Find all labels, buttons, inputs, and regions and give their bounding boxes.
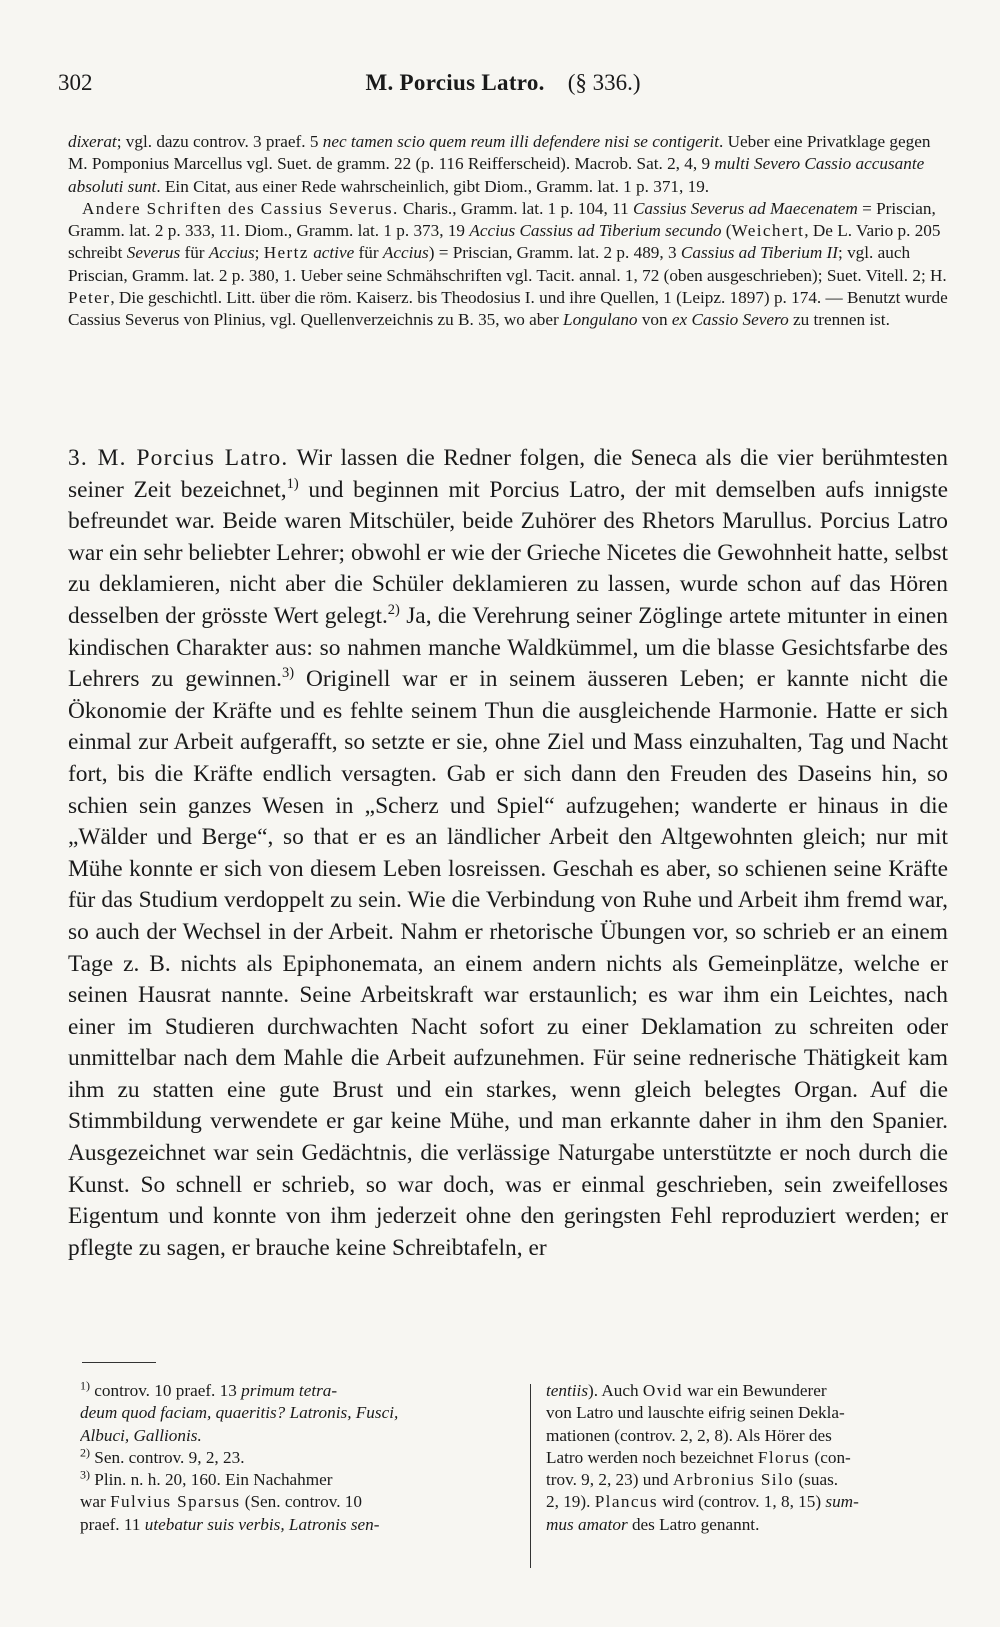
- text-run: des Latro genannt.: [627, 1514, 760, 1534]
- spaced-name: Florus: [757, 1447, 811, 1467]
- footnote-line: [80, 1380, 512, 1402]
- italic-text: Accius: [382, 243, 429, 263]
- italic-text: mus amator: [546, 1514, 628, 1534]
- italic-text: Longulano: [563, 310, 638, 330]
- text-run: zu trennen ist.: [788, 310, 890, 330]
- footnote-line: [546, 1402, 946, 1424]
- footnote-line: [546, 1447, 946, 1469]
- italic-text: Accius: [208, 243, 255, 263]
- spaced-name: Hertz: [263, 243, 309, 263]
- main-text: [68, 443, 948, 1264]
- italic-text: utebatur suis verbis, Latronis sen-: [144, 1514, 380, 1534]
- text-run: Charis., Gramm. lat. 1 p. 104, 11: [398, 198, 633, 218]
- text-run: und beginnen mit Porcius Latro, der mit demselben aufs innigste befreundet war. Beide waren Mitschüler, beide Zuhörer des Rhetors Marullus. Porcius Latro war ein sehr beliebter Lehrer; obwohl er wie der Grieche Nicetes die Gewohnheit hatte, selbst zu deklamieren, nicht aber die Schüler deklamieren zu lassen, wurde schon auf das Hören desselben der grösste Wert gelegt.: [68, 476, 948, 629]
- italic-text: deum quod faciam, quaeritis? Latronis, Fusci,: [80, 1403, 399, 1423]
- italic-text: primum tetra-: [241, 1381, 338, 1400]
- footnote-line: [546, 1514, 946, 1536]
- footnote-marker: 1): [286, 475, 299, 492]
- italic-text: dixerat: [68, 132, 117, 151]
- footnote-number: 1): [80, 1380, 90, 1393]
- spaced-name: Andere Schriften des Cassius Severus.: [82, 198, 399, 218]
- spaced-name: Weichert: [731, 221, 805, 241]
- other-writings-paragraph: [68, 198, 948, 332]
- footnote-line: [546, 1380, 946, 1402]
- text-run: praef. 11: [80, 1514, 145, 1534]
- spaced-name: Arbronius Silo: [672, 1470, 795, 1490]
- text-run: , De L. Vario p. 205 schreibt: [68, 221, 941, 263]
- italic-text: Cassius Severus ad Maecenatem: [632, 198, 858, 218]
- spaced-name: Plancus: [594, 1492, 658, 1512]
- text-run: Latro werden noch bezeichnet: [546, 1447, 758, 1467]
- section-heading: 3. M. Porcius Latro.: [68, 445, 289, 471]
- page-number: 302: [58, 70, 93, 95]
- text-run: (: [721, 221, 732, 241]
- footnote-column-divider: [530, 1384, 531, 1568]
- running-title-section: (§ 336.): [567, 70, 641, 95]
- text-run: Ja, die Verehrung seiner Zöglinge artete mitunter in einen kindischen Charakter aus: so nahmen manche Waldkümmel, um die blasse Gesichtsfarbe des Lehrers zu gewinnen.: [68, 602, 948, 693]
- text-run: für: [180, 243, 209, 263]
- footnote-line: [546, 1491, 946, 1513]
- running-title: [58, 70, 948, 96]
- italic-text: ex Cassio Severo: [671, 310, 789, 330]
- text-run: controv. 10 praef. 13: [90, 1381, 242, 1400]
- running-header: [58, 70, 948, 106]
- italic-text: Cassius ad Tiberium II: [680, 243, 838, 263]
- footnote-line: [546, 1469, 946, 1491]
- spaced-name: Peter: [68, 288, 111, 308]
- text-run: 2, 19).: [546, 1492, 595, 1512]
- text-run: Sen. controv. 9, 2, 23.: [90, 1447, 245, 1467]
- text-run: war ein Bewunderer: [682, 1381, 827, 1400]
- italic-text: sum-: [825, 1492, 859, 1512]
- footnote-number: 3): [80, 1469, 90, 1482]
- text-run: von Latro und lauschte eifrig seinen Dekla-: [546, 1403, 845, 1423]
- text-run: ; vgl. auch Priscian, Gramm. lat. 2 p. 380, 1. Ueber seine Schmähschriften vgl. Tacit. annal. 1, 72 (oben ausgeschrieben); Suet. Vitell. 2; H.: [68, 243, 947, 285]
- text-run: wird (controv. 1, 8, 15): [657, 1492, 826, 1512]
- footnote-line: [546, 1425, 946, 1447]
- continued-note-paragraph: [68, 131, 948, 198]
- footnote-marker: 3): [282, 665, 295, 682]
- text-run: mationen (controv. 2, 2, 8). Als Hörer des: [546, 1425, 832, 1445]
- text-run: , Die geschichtl. Litt. über die röm. Kaiserz. bis Theodosius I. und ihre Quellen, 1 (Leipz. 1897) p. 174. — Benutzt wurde Cassius Severus von Plinius, vgl. Quellenverzeichnis zu B. 35, wo aber: [68, 288, 948, 330]
- italic-text: tentiis: [546, 1381, 589, 1400]
- text-run: Plin. n. h. 20, 160. Ein Nachahmer: [90, 1470, 333, 1490]
- section-porcius-latro: [68, 443, 948, 1264]
- text-run: ) = Priscian, Gramm. lat. 2 p. 489, 3: [428, 243, 681, 263]
- text-run: war: [80, 1492, 111, 1512]
- footnote-number: 2): [80, 1446, 90, 1460]
- footnote-marker: 2): [387, 602, 400, 619]
- footnote-line: [80, 1469, 512, 1491]
- text-run: ; vgl. dazu controv. 3 praef. 5: [116, 132, 323, 151]
- text-run: für: [354, 243, 383, 263]
- italic-text: nec tamen scio quem reum illi defendere nisi se contigerit: [322, 132, 720, 151]
- text-run: ;: [254, 243, 264, 263]
- footnote-line: [80, 1425, 512, 1447]
- text-run: = Priscian, Gramm. lat. 2 p. 333, 11. Diom., Gramm. lat. 1 p. 373, 19: [68, 198, 936, 241]
- text-run: . Ein Citat, aus einer Rede wahrscheinlich, gibt Diom., Gramm. lat. 1 p. 371, 19.: [156, 176, 710, 196]
- text-run: Originell war er in seinem äusseren Leben; er kannte nicht die Ökonomie der Kräfte und es fehlte seinem Thun die ausgleichende Harmonie. Hatte er sich einmal zur Arbeit aufgerafft, so setzte er sie, ohne Ziel und Mass einzuhalten, Tag und Nacht fort, bis die Kräfte endlich versagten. Gab er sich dann den Freuden des Daseins hin, so schien sein ganzes Wesen in „Scherz und Spiel“ aufzugehen; wanderte er hinaus in die „Wälder und Berge“, so that er es an ländlicher Arbeit den Altgewohnten gleich; nur mit Mühe konnte er sich von diesem Leben losreissen. Geschah es aber, so schienen seine Kräfte für das Studium verdoppelt zu sein. Wie die Verbindung von Ruhe und Arbeit ihm fremd war, so auch der Wechsel in der Arbeit. Nahm er rhetorische Übungen vor, so schrieb er an einem Tage z. B. nichts als Epiphonemata, an einem andern nichts als Gemeinplätze, welche er seinen Hausrat nannte. Seine Arbeitskraft war erstaunlich; es war ihm ein Leichtes, nach einer im Studieren durchwachten Nacht sofort zu einer Deklamation zu schreiten oder unmittelbar nach dem Mahle die Arbeit aufzunehmen. Für seine rednerische Thätigkeit kam ihm zu statten eine gute Brust und ein starkes, wenn gleich belegtes Organ. Auf die Stimmbildung verwendete er gar keine Mühe, und man erkannte daher in ihm den Spanier. Ausgezeichnet war sein Gedächtnis, die verlässige Naturgabe unterstützte er noch durch die Kunst. So schnell er schrieb, so war doch, was er einmal geschrieben, sein zweifelloses Eigentum und konnte von ihm jederzeit ohne den geringsten Fehl reproduziert werden; er pflegte zu sagen, er brauche keine Schreibtafeln, er: [68, 666, 949, 1261]
- spaced-name: Ovid: [642, 1381, 683, 1400]
- italic-text: active: [313, 243, 355, 263]
- italic-text: Albuci, Gallionis.: [80, 1425, 202, 1445]
- italic-text: Severus: [126, 243, 181, 263]
- footnote-line: [80, 1447, 512, 1469]
- text-run: (Sen. controv. 10: [240, 1492, 362, 1512]
- italic-text: Accius Cassius ad Tiberium secundo: [469, 221, 722, 241]
- spaced-name: Fulvius Sparsus: [110, 1492, 241, 1512]
- text-run: trov. 9, 2, 23) und: [546, 1470, 673, 1490]
- continued-footnote-block: [68, 131, 948, 332]
- footnotes-left-column: [80, 1380, 512, 1536]
- text-run: (suas.: [794, 1470, 839, 1490]
- text-run: . Ueber eine Privatklage gegen M. Pomponius Marcellus vgl. Suet. de gramm. 22 (p. 116 Reifferscheid). Macrob. Sat. 2, 4, 9: [68, 132, 931, 174]
- footnote-rule: [82, 1362, 156, 1363]
- italic-text: multi Severo Cassio accusante absoluti sunt: [68, 154, 925, 196]
- footnotes-right-column: [546, 1380, 946, 1536]
- running-title-name: M. Porcius Latro.: [365, 70, 545, 95]
- text-run: von: [637, 310, 672, 330]
- text-run: (con-: [810, 1447, 851, 1467]
- text-run: ). Auch: [588, 1381, 643, 1400]
- footnote-line: [80, 1402, 512, 1424]
- footnote-line: [80, 1514, 512, 1536]
- footnote-line: [80, 1491, 512, 1513]
- text-run: Wir lassen die Redner folgen, die Seneca als die vier berühmtesten seiner Zeit bezeichnet,: [68, 445, 948, 503]
